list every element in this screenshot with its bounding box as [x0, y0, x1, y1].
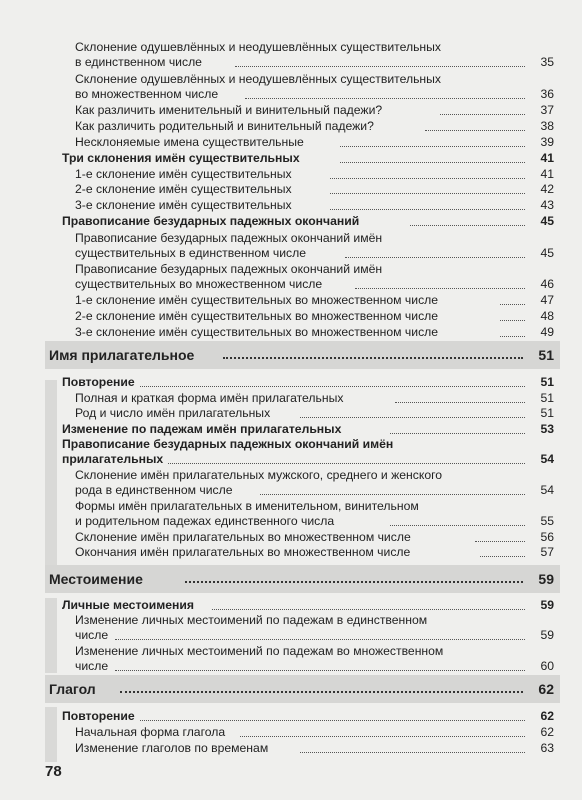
section-header[interactable] [45, 675, 560, 703]
dot-leader [390, 433, 525, 434]
dot-leader [500, 320, 525, 321]
toc-entry[interactable] [0, 262, 582, 292]
toc-entry[interactable] [0, 530, 582, 545]
toc-entry[interactable] [0, 135, 582, 150]
toc-entry-text: 1-е склонение имён существительных [75, 167, 292, 181]
toc-entry[interactable] [0, 325, 582, 340]
toc-page-number: 35 [540, 55, 554, 69]
dot-leader [260, 494, 525, 495]
toc-page-number: 62 [540, 725, 554, 739]
dot-leader [330, 178, 525, 179]
toc-entry[interactable] [0, 309, 582, 324]
section-page-number: 51 [538, 347, 554, 363]
toc-entry-text: 3-е склонение имён существительных во множественном числе [75, 325, 439, 339]
toc-entry-text: и родительном падежах единственного числа [75, 514, 335, 528]
toc-subsection-title: Правописание безударных падежных окончаний [62, 214, 360, 228]
toc-subsection-title: Повторение [62, 375, 135, 389]
dot-leader [115, 670, 525, 671]
dot-leader [245, 98, 525, 99]
toc-page-number: 41 [540, 151, 554, 165]
toc-entry[interactable] [0, 72, 582, 102]
toc-entry-text: Изменение личных местоимений по падежам в единственном [75, 613, 428, 627]
toc-entry-text: Окончания имён прилагательных во множественном числе [75, 545, 411, 559]
dot-leader [140, 386, 525, 387]
dot-leader [330, 209, 525, 210]
dot-leader [223, 357, 523, 359]
toc-page-number: 37 [540, 103, 554, 117]
toc-entry-text: Несклоняемые имена существительные [75, 135, 304, 149]
toc-entry[interactable] [0, 613, 582, 643]
toc-subsection[interactable] [0, 375, 582, 390]
toc-page-number: 59 [540, 628, 554, 642]
toc-entry[interactable] [0, 119, 582, 134]
toc-page-number: 63 [540, 741, 554, 755]
dot-leader [390, 525, 525, 526]
dot-leader [120, 691, 523, 693]
dot-leader [300, 417, 525, 418]
toc-entry-text: Правописание безударных падежных окончаний имён [75, 262, 383, 276]
toc-page-number: 62 [540, 709, 554, 723]
toc-page-number: 49 [540, 325, 554, 339]
dot-leader [500, 304, 525, 305]
toc-entry-text: Начальная форма глагола [75, 725, 226, 739]
dot-leader [212, 609, 525, 610]
toc-entry-text: рода в единственном числе [75, 483, 233, 497]
dot-leader [115, 639, 525, 640]
toc-subsection-title: Три склонения имён существительных [62, 151, 300, 165]
section-header[interactable] [45, 341, 560, 369]
toc-entry[interactable] [0, 182, 582, 197]
toc-subsection[interactable] [0, 214, 582, 229]
toc-entry-text: Склонение имён прилагательных во множественном числе [75, 530, 411, 544]
toc-entry[interactable] [0, 231, 582, 261]
toc-subsection-title: Изменение по падежам имён прилагательных [62, 422, 342, 436]
toc-page-number: 54 [540, 452, 554, 466]
dot-leader [345, 257, 525, 258]
dot-leader [300, 752, 525, 753]
toc-entry[interactable] [0, 741, 582, 756]
dot-leader [410, 225, 525, 226]
toc-page-number: 59 [540, 598, 554, 612]
section-header[interactable] [45, 565, 560, 593]
toc-page-number: 51 [540, 391, 554, 405]
dot-leader [395, 402, 525, 403]
toc-entry[interactable] [0, 103, 582, 118]
section-title: Имя прилагательное [49, 347, 195, 363]
toc-page-number: 60 [540, 659, 554, 673]
toc-subsection[interactable] [0, 422, 582, 437]
dot-leader [168, 463, 525, 464]
toc-page-number: 39 [540, 135, 554, 149]
toc-entry-text: 3-е склонение имён существительных [75, 198, 292, 212]
toc-entry-text: в единственном числе [75, 55, 202, 69]
toc-entry[interactable] [0, 406, 582, 421]
section-title: Глагол [49, 681, 96, 697]
toc-subsection-title: Повторение [62, 709, 135, 723]
toc-page-number: 56 [540, 530, 554, 544]
toc-page-number: 51 [540, 375, 554, 389]
toc-entry-text: во множественном числе [75, 87, 219, 101]
toc-entry-text: Изменение личных местоимений по падежам во множественном [75, 644, 444, 658]
toc-entry[interactable] [0, 468, 582, 498]
section-title: Местоимение [49, 571, 143, 587]
dot-leader [235, 66, 525, 67]
dot-leader [475, 541, 525, 542]
dot-leader [355, 288, 525, 289]
dot-leader [340, 146, 525, 147]
toc-entry[interactable] [0, 391, 582, 406]
dot-leader [425, 130, 525, 131]
toc-entry-text: 1-е склонение имён существительных во множественном числе [75, 293, 439, 307]
toc-entry[interactable] [0, 725, 582, 740]
toc-page-number: 47 [540, 293, 554, 307]
toc-subsection[interactable] [0, 151, 582, 166]
toc-entry[interactable] [0, 545, 582, 560]
toc-entry[interactable] [0, 167, 582, 182]
dot-leader [480, 556, 525, 557]
toc-subsection-title: Правописание безударных падежных окончаний имён [62, 437, 394, 451]
toc-subsection[interactable] [0, 598, 582, 613]
toc-entry-text: 2-е склонение имён существительных во множественном числе [75, 309, 439, 323]
toc-entry[interactable] [0, 499, 582, 529]
toc-page-number: 48 [540, 309, 554, 323]
section-page-number: 59 [538, 571, 554, 587]
toc-subsection[interactable] [0, 709, 582, 724]
toc-subsection-title: прилагательных [62, 452, 164, 466]
dot-leader [500, 336, 525, 337]
toc-entry-text: Род и число имён прилагательных [75, 406, 271, 420]
toc-page-number: 53 [540, 422, 554, 436]
toc-entry-text: числе [75, 659, 109, 673]
toc-entry-text: существительных во множественном числе [75, 277, 323, 291]
toc-page-number: 55 [540, 514, 554, 528]
toc-page-number: 51 [540, 406, 554, 420]
dot-leader [185, 581, 523, 583]
dot-leader [140, 720, 525, 721]
toc-entry-text: Как различить именительный и винительный падежи? [75, 103, 383, 117]
toc-entry[interactable] [0, 293, 582, 308]
toc-subsection-title: Личные местоимения [62, 598, 194, 612]
toc-entry-text: Склонение имён прилагательных мужского, среднего и женского [75, 468, 443, 482]
toc-entry-text: Как различить родительный и винительный падежи? [75, 119, 374, 133]
toc-entry-text: существительных в единственном числе [75, 246, 307, 260]
toc-entry[interactable] [0, 644, 582, 674]
toc-subsection[interactable] [0, 437, 582, 467]
dot-leader [440, 114, 525, 115]
toc-page-number: 41 [540, 167, 554, 181]
toc-page-number: 43 [540, 198, 554, 212]
toc-entry-text: числе [75, 628, 109, 642]
page-number: 78 [45, 763, 62, 780]
toc-page-number: 45 [540, 246, 554, 260]
toc-entry-text: Изменение глаголов по временам [75, 741, 269, 755]
toc-entry-text: Формы имён прилагательных в именительном, винительном [75, 499, 419, 513]
toc-entry-text: Полная и краткая форма имён прилагательных [75, 391, 344, 405]
toc-page-number: 57 [540, 545, 554, 559]
toc-entry-text: Склонение одушевлённых и неодушевлённых существительных [75, 40, 441, 54]
dot-leader [340, 162, 525, 163]
toc-entry-text: Склонение одушевлённых и неодушевлённых существительных [75, 72, 441, 86]
dot-leader [240, 736, 525, 737]
dot-leader [330, 193, 525, 194]
toc-page-number: 46 [540, 277, 554, 291]
toc-entry[interactable] [0, 198, 582, 213]
toc-page-number: 42 [540, 182, 554, 196]
toc-page-number: 38 [540, 119, 554, 133]
section-page-number: 62 [538, 681, 554, 697]
toc-entry[interactable] [0, 40, 582, 70]
toc-page-number: 45 [540, 214, 554, 228]
toc-entry-text: Правописание безударных падежных окончаний имён [75, 231, 383, 245]
toc-page-number: 54 [540, 483, 554, 497]
toc-page-number: 36 [540, 87, 554, 101]
toc-entry-text: 2-е склонение имён существительных [75, 182, 292, 196]
